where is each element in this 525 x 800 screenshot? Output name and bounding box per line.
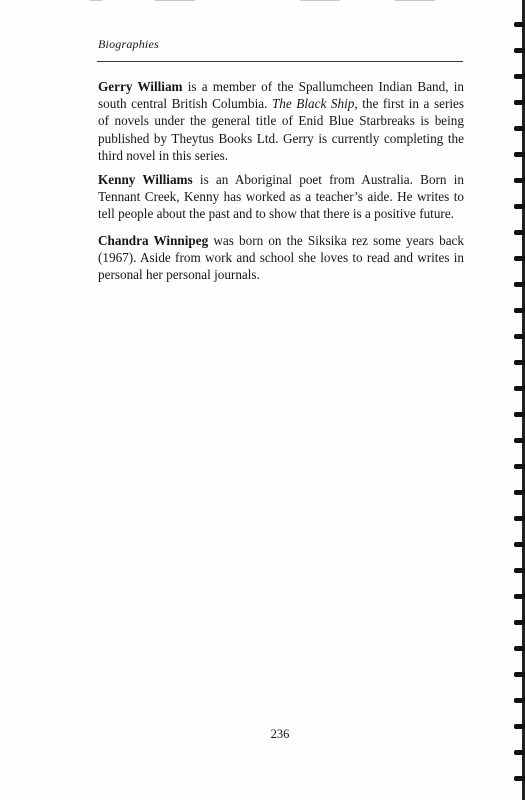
bio-name: Gerry William xyxy=(98,79,183,94)
binding-ring xyxy=(514,568,525,573)
binding-ring xyxy=(514,620,525,625)
binding-ring xyxy=(514,126,525,131)
binding-ring xyxy=(514,282,525,287)
binding-ring xyxy=(514,464,525,469)
binding-ring xyxy=(514,750,525,755)
binding-ring xyxy=(514,698,525,703)
header-rule xyxy=(97,61,463,62)
binding-ring xyxy=(514,516,525,521)
binding-ring xyxy=(514,386,525,391)
binding-ring xyxy=(514,334,525,339)
binding-ring xyxy=(514,776,525,781)
binding-ring xyxy=(514,412,525,417)
binding-ring xyxy=(514,672,525,677)
bio-name: Chandra Winnipeg xyxy=(98,233,209,248)
biography-kenny-williams xyxy=(98,171,464,223)
bio-name: Kenny Williams xyxy=(98,172,193,187)
binding-ring xyxy=(514,48,525,53)
bio-text: is a member of the Spallumcheen Indian Band, in south central British Columbia. xyxy=(98,79,464,112)
biography-chandra-winnipeg xyxy=(98,232,464,284)
binding-ring xyxy=(514,256,525,261)
binding-ring xyxy=(514,438,525,443)
bio-text: was born on the Siksika rez some years back (1967). Aside from work and school she loves to read and writes in personal her personal journals. xyxy=(98,233,464,283)
binding-ring xyxy=(514,22,525,27)
scan-edge-mark xyxy=(155,0,195,1)
page-number: 236 xyxy=(270,727,290,741)
binding-ring xyxy=(514,308,525,313)
binding-ring xyxy=(514,178,525,183)
book-title: The Black Ship xyxy=(271,96,355,112)
binding-ring xyxy=(514,360,525,365)
scan-edge-mark xyxy=(395,0,435,1)
binding-ring xyxy=(514,594,525,599)
binding-ring xyxy=(514,646,525,651)
bio-text: is an Aboriginal poet from Australia. Born in Tennant Creek, Kenny has worked as a teacher’s aide. He writes to tell people about the past and to show that there is a positive future. xyxy=(98,172,465,222)
binding-ring xyxy=(514,152,525,157)
binding-ring xyxy=(514,230,525,235)
scan-edge-mark xyxy=(300,0,340,1)
spiral-binding xyxy=(511,0,525,800)
biography-gerry-william xyxy=(98,78,464,164)
binding-ring xyxy=(514,100,525,105)
binding-ring xyxy=(514,724,525,729)
binding-ring xyxy=(514,542,525,547)
binding-ring xyxy=(514,204,525,209)
bio-text: , the first in a series of novels under the general title of Enid Blue Starbreaks is being published by Theytus Books Ltd. Gerry is currently completing the third novel in this series. xyxy=(98,96,464,163)
scan-edge-mark xyxy=(90,0,102,1)
running-head: Biographies xyxy=(98,37,159,51)
binding-ring xyxy=(514,74,525,79)
binding-ring xyxy=(514,490,525,495)
